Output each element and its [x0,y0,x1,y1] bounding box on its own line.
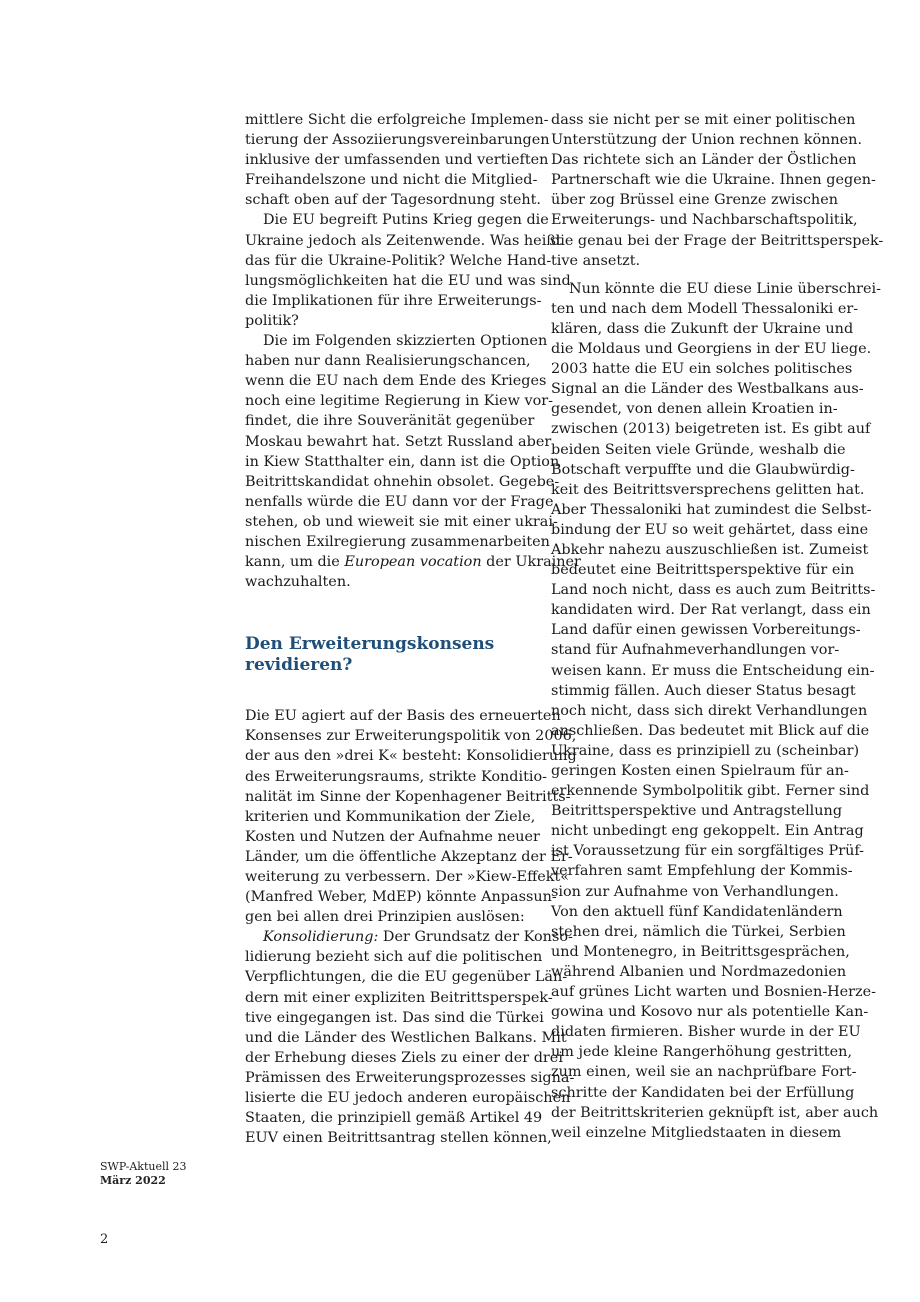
text-line: didaten firmieren. Bisher wurde in der EU [551,1024,861,1041]
text-line: Prämissen des Erweiterungsprozesses signa- [245,1069,575,1086]
text-line: das für die Ukraine-Politik? Welche Hand- [245,252,552,269]
paragraph-2 [245,210,571,331]
text-fragment: kann, um die [245,554,345,571]
text-line: Die EU agiert auf der Basis des erneuerten [245,708,561,725]
paragraph-3 [245,331,581,592]
text-line: weil einzelne Mitgliedstaaten in diesem [551,1124,842,1141]
text-line: Kosten und Nutzen der Aufnahme neuer [245,828,540,845]
italic-term: European vocation [344,554,482,571]
text-fragment: der Ukrainer [481,554,581,571]
text-line: geringen Kosten einen Spielraum für an- [551,763,849,779]
text-line: erkennende Symbolpolitik gibt. Ferner sind [551,783,870,800]
text-line: inklusive der umfassenden und vertieften [245,152,549,169]
text-line [245,927,573,947]
text-line: ten und nach dem Modell Thessaloniki er- [551,300,859,317]
paragraph-5 [245,927,575,1148]
text-line: mittlere Sicht die erfolgreiche Implemen- [245,112,549,128]
text-line: gen bei allen drei Prinzipien auslösen: [245,909,525,926]
text-line: der aus den »drei K« besteht: Konsolidierung [245,748,577,765]
text-line: sion zur Aufnahme von Verhandlungen. [551,883,839,900]
text-line: Land noch nicht, dass es auch zum Beitritts- [551,582,876,599]
text-line: nenfalls würde die EU dann vor der Frage [245,493,554,510]
text-line: politik? [245,312,299,329]
text-line: dass sie nicht per se mit einer politischen [551,112,856,128]
text-line: während Albanien und Nordmazedonien [551,963,847,980]
text-line: klären, dass die Zukunft der Ukraine und [551,320,854,337]
paragraph-2 [551,279,881,1143]
text-line [245,552,581,572]
text-line: bedeutet eine Beitrittsperspektive für ein [551,562,855,579]
text-line: zwischen (2013) beigetreten ist. Es gibt auf [551,421,871,438]
text-line: gesendet, von denen allein Kroatien in- [551,401,838,418]
text-line: schaft oben auf der Tagesordnung steht. [245,192,541,209]
text-line: Konsenses zur Erweiterungspolitik von 2006, [245,728,577,745]
text-line: Partnerschaft wie die Ukraine. Ihnen gegen- [551,172,876,189]
heading-line: Den Erweiterungskonsens [245,634,495,655]
text-line: Staaten, die prinzipiell gemäß Artikel 49 [245,1110,543,1127]
page-number: 2 [100,1232,109,1247]
paragraph-1 [551,110,884,271]
text-line: schritte der Kandidaten bei der Erfüllung [551,1084,855,1101]
section-heading-text [245,634,537,676]
text-fragment: Der Grundsatz der Konso- [378,929,573,946]
text-line: 2003 hatte die EU ein solches politisches [551,361,853,378]
text-line: lungsmöglichkeiten hat die EU und was sind [245,272,571,289]
text-line: Ukraine jedoch als Zeitenwende. Was heißt [245,232,562,249]
text-line: nicht unbedingt eng gekoppelt. Ein Antrag [551,823,864,840]
text-line: Nun könnte die EU diese Linie überschrei- [569,280,881,297]
text-line: verfahren samt Empfehlung der Kommis- [551,863,853,880]
text-line: zum einen, weil sie an nachprüfbare Fort- [551,1064,857,1081]
text-line: tive ansetzt. [551,252,641,269]
text-line: Abkehr nahezu auszuschließen ist. Zumeist [551,541,869,558]
text-line: Länder, um die öffentliche Akzeptanz der Er- [245,848,573,865]
text-line: über zog Brüssel eine Grenze zwischen [551,192,838,209]
text-line: EUV einen Beitrittsantrag stellen können, [245,1130,552,1147]
text-line: wenn die EU nach dem Ende des Krieges [245,373,547,390]
text-line: Signal an die Länder des Westbalkans aus- [551,381,864,398]
text-line: in Kiew Statthalter ein, dann ist die Option [245,453,560,470]
text-line: der Beitrittskriterien geknüpft ist, aber auch [551,1104,879,1121]
text-line: Ukraine, dass es prinzipiell zu (scheinbar) [551,742,860,759]
date-label: März 2022 [100,1174,166,1187]
heading-line: revidieren? [245,655,353,676]
series-label: SWP-Aktuell 23 [100,1160,187,1173]
footer-publication-info [100,1160,187,1188]
text-line: stand für Aufnahmeverhandlungen vor- [551,642,840,659]
text-line: die Moldaus und Georgiens in der EU liege. [551,341,872,358]
text-line: keit des Beitrittsversprechens gelitten hat. [551,481,865,498]
text-line: Beitrittsperspektive und Antragstellung [551,803,843,820]
left-column [245,110,581,1148]
text-line: Von den aktuell fünf Kandidatenländern [551,903,843,920]
text-line: und Montenegro, in Beitrittsgesprächen, [551,943,850,960]
text-line: und die Länder des Westlichen Balkans. Mit [245,1029,567,1046]
text-line: beiden Seiten viele Gründe, weshalb die [551,441,846,458]
text-line: Botschaft verpuffte und die Glaubwürdig- [551,461,855,478]
text-line: Erweiterungs- und Nachbarschaftspolitik, [551,212,858,229]
text-line: des Erweiterungsraums, strikte Konditio- [245,768,547,785]
text-line: tierung der Assoziierungsvereinbarungen [245,132,550,149]
paragraph-4 [245,706,577,927]
text-line: Die EU begreift Putins Krieg gegen die [263,212,549,229]
text-line: findet, die ihre Souveränität gegenüber [245,413,535,430]
text-line: tive eingegangen ist. Das sind die Türkei [245,1009,544,1026]
text-line: Land dafür einen gewissen Vorbereitungs- [551,622,861,639]
text-line: noch eine legitime Regierung in Kiew vor- [245,393,553,410]
text-line: Die im Folgenden skizzierten Optionen [263,333,548,350]
text-line: um jede kleine Rangerhöhung gestritten, [551,1044,853,1061]
text-line: der Erhebung dieses Ziels zu einer der drei [245,1049,563,1066]
italic-term: Konsolidierung: [263,929,379,946]
text-line: die genau bei der Frage der Beitrittsperspek- [551,232,884,249]
text-line: (Manfred Weber, MdEP) könnte Anpassun- [245,889,557,906]
text-line: weisen kann. Er muss die Entscheidung ein- [551,662,875,679]
text-line: lidierung bezieht sich auf die politischen [245,949,543,966]
right-column [551,110,884,1143]
text-line: weiterung zu verbessern. Der »Kiew-Effekt« [245,869,570,885]
text-line: dern mit einer expliziten Beitrittsperspek- [245,989,553,1006]
text-line: noch nicht, dass sich direkt Verhandlungen [551,702,868,719]
paragraph-gap [551,271,843,279]
text-line: Aber Thessaloniki hat zumindest die Selbst- [551,501,872,518]
text-line: auf grünes Licht warten und Bosnien-Herze- [551,984,876,1001]
text-line: nalität im Sinne der Kopenhagener Beitritts- [245,788,571,805]
text-line: ist Voraussetzung für ein sorgfältiges Prüf- [551,843,865,860]
text-line: Unterstützung der Union rechnen können. [551,132,863,149]
text-line: stehen drei, nämlich die Türkei, Serbien [551,923,846,940]
text-line: Freihandelszone und nicht die Mitglied- [245,172,538,189]
text-line: anschließen. Das bedeutet mit Blick auf die [551,722,870,739]
paragraph-1 [245,110,550,210]
text-line: nischen Exilregierung zusammenarbeiten [245,533,550,550]
text-line: haben nur dann Realisierungschancen, [245,353,531,370]
text-line: kriterien und Kommunikation der Ziele, [245,808,536,825]
text-line: lisierte die EU jedoch anderen europäischen [245,1090,571,1107]
text-line: bindung der EU so weit gehärtet, dass eine [551,521,869,538]
text-line: gowina und Kosovo nur als potentielle Kan- [551,1004,869,1021]
text-line: Das richtete sich an Länder der Östlichen [551,152,857,169]
text-line: Moskau bewahrt hat. Setzt Russland aber [245,433,552,450]
text-line: Beitrittskandidat ohnehin obsolet. Gegebe- [245,473,560,490]
text-line: Verpflichtungen, die die EU gegenüber Län- [245,969,568,986]
text-line: stehen, ob und wieweit sie mit einer ukrai- [245,513,558,530]
text-line: wachzuhalten. [245,574,351,591]
text-line: stimmig fällen. Auch dieser Status besagt [551,682,856,699]
text-line: die Implikationen für ihre Erweiterungs- [245,292,542,309]
section-heading [245,634,537,676]
text-line: kandidaten wird. Der Rat verlangt, dass ein [551,602,871,619]
